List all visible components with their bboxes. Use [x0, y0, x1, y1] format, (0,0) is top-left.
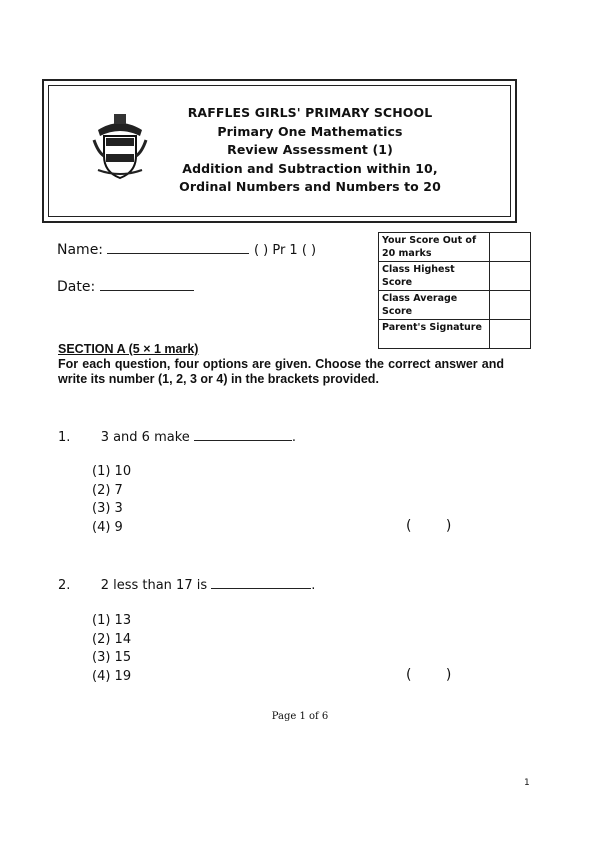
score-value[interactable] — [490, 262, 531, 291]
name-row — [57, 241, 316, 258]
school-crest-icon — [90, 112, 150, 180]
question-number: 1. — [58, 430, 71, 445]
score-label: Class Average Score — [379, 291, 490, 320]
question-suffix: . — [311, 578, 316, 593]
section-title: SECTION A (5 × 1 mark) — [58, 342, 199, 356]
score-value[interactable] — [490, 233, 531, 262]
option: (2) 14 — [92, 631, 132, 647]
question-1-options — [92, 463, 131, 537]
question-number: 2. — [58, 578, 71, 593]
question-text: 2 less than 17 is — [100, 578, 208, 593]
score-label: Parent's Signature — [379, 320, 490, 349]
answer-blank[interactable] — [211, 576, 311, 589]
subject-title: Primary One Mathematics — [217, 123, 403, 139]
score-row — [379, 262, 531, 291]
score-label: Your Score Out of 20 marks — [379, 233, 490, 262]
name-blank[interactable] — [107, 241, 249, 254]
answer-blank[interactable] — [194, 428, 292, 441]
score-row — [379, 320, 531, 349]
section-instructions: For each question, four options are given. Choose the correct answer and write its number (1, 2, 3 or 4) in the brackets provided. — [58, 357, 504, 386]
option: (4) 9 — [92, 519, 123, 535]
school-name: RAFFLES GIRLS' PRIMARY SCHOOL — [187, 105, 433, 120]
option: (3) 15 — [92, 650, 132, 665]
topic-line-2: Ordinal Numbers and Numbers to 20 — [179, 179, 441, 194]
option: (3) 3 — [92, 501, 123, 516]
question-suffix: . — [291, 430, 297, 445]
class-fragment: ( ) Pr 1 ( ) — [253, 243, 317, 258]
score-table — [378, 232, 531, 349]
score-row — [379, 233, 531, 262]
option: (1) 13 — [92, 613, 132, 628]
date-label: Date: — [57, 279, 96, 295]
assessment-title: Review Assessment (1) — [227, 142, 393, 157]
question-1 — [58, 428, 296, 445]
option: (1) 10 — [92, 464, 132, 479]
question-2-options — [92, 612, 131, 686]
score-value[interactable] — [490, 320, 531, 349]
name-label: Name: — [57, 242, 104, 258]
page-number: Page 1 of 6 — [271, 711, 329, 722]
score-label: Class Highest Score — [379, 262, 490, 291]
corner-mark: 1 — [524, 778, 530, 788]
question-2 — [58, 576, 315, 593]
score-row — [379, 291, 531, 320]
date-row — [57, 278, 194, 295]
option: (4) 19 — [92, 668, 132, 684]
topic-line-1: Addition and Subtraction within 10, — [182, 160, 438, 176]
answer-brackets-1[interactable]: ( ) — [406, 518, 452, 534]
answer-brackets-2[interactable]: ( ) — [406, 667, 452, 683]
header-text — [150, 104, 470, 197]
question-text: 3 and 6 make — [100, 430, 190, 445]
date-blank[interactable] — [100, 278, 194, 291]
score-value[interactable] — [490, 291, 531, 320]
option: (2) 7 — [92, 482, 123, 498]
